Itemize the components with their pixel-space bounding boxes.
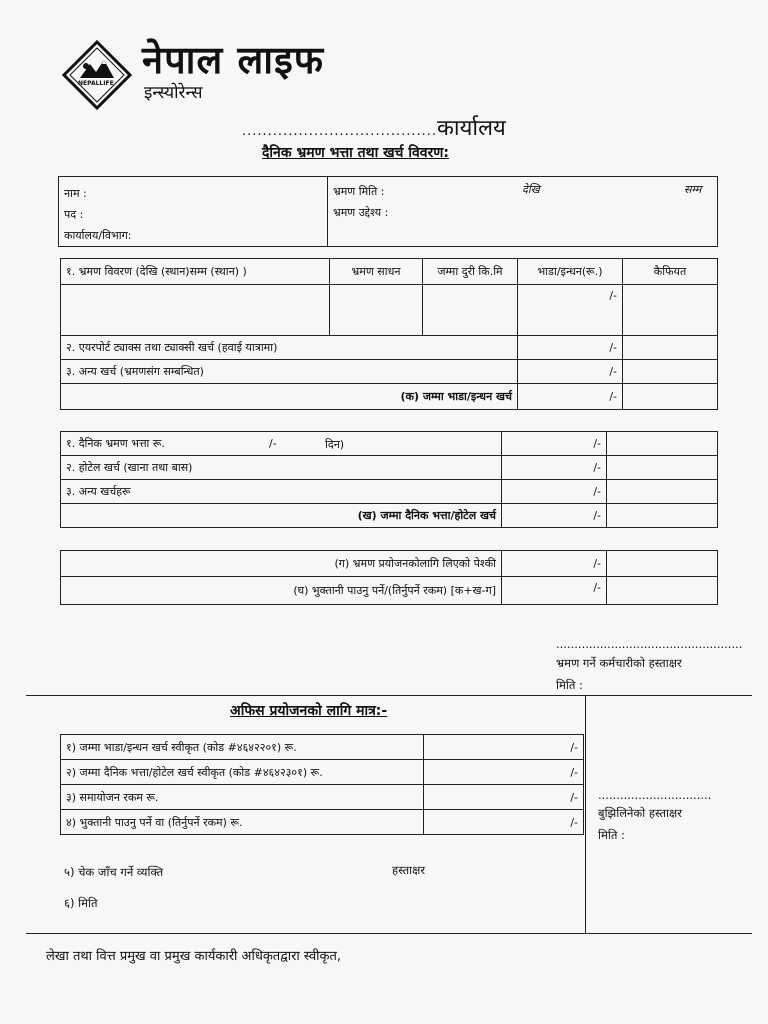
advance-remarks[interactable] [607,551,718,577]
office-line [242,112,506,142]
other-travel-remarks[interactable] [623,360,718,384]
checker-signature-label: हस्ताक्षर [392,863,426,877]
travel-date-label: भ्रमण मिति : [333,185,385,198]
approval-text: लेखा तथा वित्त प्रमुख वा प्रमुख कार्यकारी अधिकृतद्वारा स्वीकृत, [46,949,342,964]
travel-remarks-cell[interactable] [623,285,718,336]
company-logo [62,40,132,110]
daily-allowance-amount[interactable]: /- [502,432,607,456]
from-label: देखि [522,183,540,196]
employee-signature-date: मिति : [556,678,583,692]
approved-daily-label: २) जम्मा दैनिक भत्ता/होटेल खर्च स्वीकृत (कोड #४६४२३०१) रू. [61,760,424,785]
daily-table [60,431,718,528]
name-label: नाम : [64,187,87,200]
travel-fare-cell[interactable]: /- [518,285,623,336]
travel-table [60,258,718,410]
total-daily-amount[interactable]: /- [502,504,607,528]
approved-fare-amount[interactable]: /- [424,735,584,760]
col-means: भ्रमण साधन [330,259,423,285]
brand-name: नेपाल लाइफ [142,38,325,82]
receiver-signature-label: बुझिलिनेको हस्ताक्षर [598,806,682,820]
receiver-signature-dots: ............................... [598,788,712,802]
airport-taxi-label: २. एयरपोर्ट ट्याक्स तथा ट्याक्सी खर्च (हवाई यात्रामा) [61,336,518,360]
logo-text: NEPALLIFE [78,80,114,87]
payable-label: (घ) भुक्तानी पाउनु पर्ने/(तिर्नुपर्ने रकम) [क+ख-ग] [61,577,502,605]
office-section-bottom-line [26,933,752,934]
col-distance: जम्मा दुरी कि.मि [423,259,518,285]
daily-allowance-mid: /- [269,437,277,450]
advance-table [60,550,718,605]
office-dots: ...................................... [242,124,438,139]
total-daily-label: (ख) जम्मा दैनिक भत्ता/होटेल खर्च [61,504,502,528]
daily-allowance-label: १. दैनिक भ्रमण भत्ता रू. [66,437,165,450]
adjustment-amount[interactable]: /- [424,785,584,810]
other-travel-amount[interactable]: /- [518,360,623,384]
airport-taxi-remarks[interactable] [623,336,718,360]
total-fare-amount[interactable]: /- [518,384,623,410]
col-remarks: कैफियत [623,259,718,285]
personal-info-table [58,176,718,247]
other-expense-label: ३. अन्य खर्चहरू [61,480,502,504]
col-fare: भाडा/इन्धन(रू.) [518,259,623,285]
purpose-label: भ्रमण उद्देश्य : [333,206,389,219]
airport-taxi-amount[interactable]: /- [518,336,623,360]
other-expense-remarks[interactable] [607,480,718,504]
advance-amount[interactable]: /- [502,551,607,577]
approved-daily-amount[interactable]: /- [424,760,584,785]
to-label: सम्म [684,183,702,196]
daily-days-label: दिन) [325,438,345,451]
hotel-remarks[interactable] [607,456,718,480]
hotel-amount[interactable]: /- [502,456,607,480]
check-date-label: ६) मिति [64,896,98,910]
office-label: कार्यालय [437,116,506,141]
brand-subtitle: इन्स्योरेन्स [144,83,203,103]
approved-fare-label: १) जम्मा भाडा/इन्धन खर्च स्वीकृत (कोड #४६४२२०१) रू. [61,735,424,760]
other-expense-amount[interactable]: /- [502,480,607,504]
post-label: पद : [64,208,84,221]
dept-label: कार्यालय/विभाग: [64,229,132,242]
travel-detail-cell[interactable] [61,285,330,336]
office-section-top-line [26,695,752,696]
employee-signature-label: भ्रमण गर्ने कर्मचारीको हस्ताक्षर [556,656,682,670]
other-travel-label: ३. अन्य खर्च (भ्रमणसंग सम्बन्धित) [61,360,518,384]
adjustment-label: ३) समायोजन रकम रू. [61,785,424,810]
travel-distance-cell[interactable] [423,285,518,336]
checker-label: ५) चेक जाँच गर्ने व्यक्ति [64,865,164,879]
net-payable-label: ४) भुक्तानी पाउनु पर्ने वा (तिर्नुपर्ने रकम) रू. [61,810,424,835]
travel-means-cell[interactable] [330,285,423,336]
receiver-date-label: मिति : [598,828,625,842]
employee-signature-dots: ................................................... [556,637,743,651]
net-payable-amount[interactable]: /- [424,810,584,835]
form-title: दैनिक भ्रमण भत्ता तथा खर्च विवरण: [262,145,449,161]
total-fare-label: (क) जम्मा भाडा/इन्धन खर्च [61,384,518,410]
daily-allowance-row [61,432,502,456]
hotel-label: २. होटेल खर्च (खाना तथा बास) [61,456,502,480]
payable-amount[interactable]: /- [502,577,607,605]
col-detail: १. भ्रमण विवरण (देखि (स्थान)सम्म (स्थान) ) [61,259,330,285]
advance-label: (ग) भ्रमण प्रयोजनकोलागि लिएको पेश्की [61,551,502,577]
office-use-title: अफिस प्रयोजनको लागि मात्र:- [230,703,388,719]
payable-remarks[interactable] [607,577,718,605]
office-section-divider [585,695,586,933]
total-fare-remarks[interactable] [623,384,718,410]
total-daily-remarks[interactable] [607,504,718,528]
office-use-table [60,734,584,835]
daily-allowance-remarks[interactable] [607,432,718,456]
